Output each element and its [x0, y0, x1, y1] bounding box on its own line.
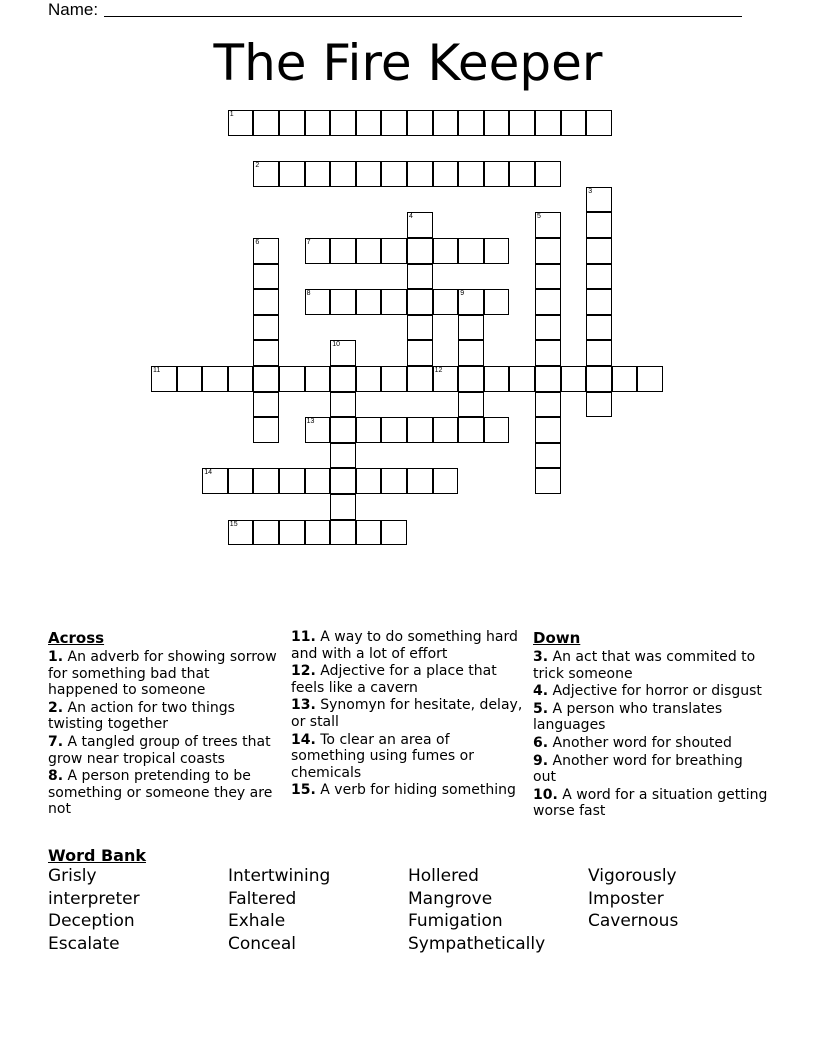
grid-cell[interactable] — [535, 443, 561, 469]
grid-cell[interactable] — [484, 161, 510, 187]
across-clue — [291, 782, 526, 799]
clue-number: 9 — [460, 290, 465, 298]
grid-cell[interactable] — [253, 468, 279, 494]
grid-cell[interactable] — [305, 417, 331, 443]
grid-cell[interactable] — [177, 366, 203, 392]
clue-number: 3. — [533, 649, 549, 665]
clue-number: 7 — [306, 239, 311, 246]
clue-number: 14 — [204, 469, 212, 477]
grid-cell[interactable] — [381, 289, 407, 315]
grid-cell[interactable] — [407, 212, 433, 238]
grid-cell[interactable] — [586, 110, 612, 136]
grid-cell[interactable] — [305, 161, 331, 187]
grid-cell[interactable] — [330, 238, 356, 264]
grid-cell[interactable] — [381, 468, 407, 494]
clue-text: A word for a situation getting worse fast — [533, 786, 768, 820]
grid-cell[interactable] — [484, 417, 510, 443]
clue-number: 6. — [533, 734, 549, 751]
grid-cell[interactable] — [586, 264, 612, 290]
grid-cell[interactable] — [535, 392, 561, 418]
grid-cell[interactable] — [561, 110, 587, 136]
grid-cell[interactable] — [330, 417, 356, 443]
grid-cell[interactable] — [253, 264, 279, 290]
grid-cell[interactable] — [458, 161, 484, 187]
grid-cell[interactable] — [356, 238, 382, 264]
grid-cell[interactable] — [458, 366, 484, 392]
grid-cell[interactable] — [407, 110, 433, 136]
clue-text: Adjective for a place that feels like a cavern — [291, 663, 497, 696]
grid-cell[interactable] — [356, 289, 382, 315]
down-clue — [533, 701, 768, 734]
across-clues-col1 — [48, 629, 283, 819]
word-bank-item: Exhale — [228, 911, 286, 932]
clue-text: To clear an area of something using fumes or chemicals — [291, 731, 474, 781]
word-bank-item: Faltered — [228, 888, 297, 909]
down-clues — [533, 629, 768, 821]
clue-text: An adverb for showing sorrow for something bad that happened to someone — [48, 649, 277, 699]
grid-cell[interactable] — [253, 417, 279, 443]
grid-cell[interactable] — [330, 289, 356, 315]
clue-number: 13. — [291, 697, 316, 714]
down-clue — [533, 787, 768, 820]
across-clues-col2 — [291, 629, 526, 800]
grid-cell[interactable] — [586, 392, 612, 418]
across-clue — [48, 649, 283, 699]
down-clue — [533, 683, 768, 700]
grid-cell[interactable] — [586, 366, 612, 392]
grid-cell[interactable] — [202, 468, 228, 494]
clue-text: An action for two things twisting together — [48, 699, 235, 733]
grid-cell[interactable] — [279, 468, 305, 494]
grid-cell[interactable] — [586, 187, 612, 213]
grid-cell[interactable] — [535, 264, 561, 290]
grid-cell[interactable] — [253, 110, 279, 136]
grid-cell[interactable] — [484, 110, 510, 136]
grid-cell[interactable] — [356, 468, 382, 494]
grid-cell[interactable] — [484, 238, 510, 264]
across-clue — [48, 700, 283, 733]
grid-cell[interactable] — [228, 468, 254, 494]
grid-cell[interactable] — [535, 238, 561, 264]
grid-cell[interactable] — [458, 238, 484, 264]
word-bank-item: Hollered — [408, 866, 479, 886]
word-bank-item: Vigorously — [588, 866, 677, 886]
grid-cell[interactable] — [458, 392, 484, 418]
grid-cell[interactable] — [330, 468, 356, 494]
clue-number: 15. — [291, 782, 316, 799]
grid-cell[interactable] — [433, 417, 459, 443]
clue-number: 12. — [291, 663, 316, 680]
clue-text: A way to do something hard and with a lot of effort — [291, 629, 518, 662]
clue-text: An act that was commited to trick someone — [533, 649, 756, 682]
grid-cell[interactable] — [305, 289, 331, 315]
clue-number: 1. — [48, 649, 64, 665]
grid-cell[interactable] — [330, 520, 356, 546]
word-bank-item: Sympathetically — [408, 933, 546, 954]
down-heading: Down — [533, 629, 581, 647]
grid-cell[interactable] — [381, 366, 407, 392]
grid-cell[interactable] — [356, 520, 382, 546]
clue-text: A person pretending to be something or someone they are not — [48, 768, 273, 818]
grid-cell[interactable] — [407, 468, 433, 494]
word-bank-heading: Word Bank — [48, 846, 147, 865]
across-clue — [48, 734, 283, 767]
grid-cell[interactable] — [561, 366, 587, 392]
grid-cell[interactable] — [407, 417, 433, 443]
grid-cell[interactable] — [535, 417, 561, 443]
grid-cell[interactable] — [228, 110, 254, 136]
clue-text: A person who translates languages — [533, 700, 723, 734]
name-label: Name: — [48, 0, 99, 19]
clue-text: A tangled group of trees that grow near tropical coasts — [48, 733, 271, 767]
grid-cell[interactable] — [279, 161, 305, 187]
grid-cell[interactable] — [535, 366, 561, 392]
clue-text: Adjective for horror or disgust — [548, 683, 762, 700]
clue-number: 10. — [533, 786, 558, 803]
grid-cell[interactable] — [535, 340, 561, 366]
clue-number: 3 — [588, 187, 593, 195]
clue-text: Another word for shouted — [548, 734, 732, 751]
grid-cell[interactable] — [509, 366, 535, 392]
grid-cell[interactable] — [612, 366, 638, 392]
grid-cell[interactable] — [279, 110, 305, 136]
grid-cell[interactable] — [253, 392, 279, 418]
grid-cell[interactable] — [433, 110, 459, 136]
grid-cell[interactable] — [458, 289, 484, 315]
grid-cell[interactable] — [509, 110, 535, 136]
grid-cell[interactable] — [305, 366, 331, 392]
clue-number: 4 — [409, 213, 413, 221]
clue-text: Synomyn for hesitate, delay, or stall — [291, 697, 523, 730]
clue-number: 12 — [434, 367, 443, 374]
grid-cell[interactable] — [381, 238, 407, 264]
grid-cell[interactable] — [253, 366, 279, 392]
grid-cell[interactable] — [253, 315, 279, 341]
grid-cell[interactable] — [279, 366, 305, 392]
grid-cell[interactable] — [407, 366, 433, 392]
grid-cell[interactable] — [458, 110, 484, 136]
clue-number: 11. — [291, 629, 316, 645]
grid-cell[interactable] — [586, 315, 612, 341]
down-clue — [533, 649, 768, 682]
grid-cell[interactable] — [637, 366, 663, 392]
clue-number: 9. — [533, 752, 549, 769]
clue-number: 13 — [306, 418, 315, 426]
grid-cell[interactable] — [381, 417, 407, 443]
grid-cell[interactable] — [253, 161, 279, 187]
word-bank-item: Escalate — [48, 933, 120, 954]
grid-cell[interactable] — [330, 340, 356, 366]
grid-cell[interactable] — [433, 366, 459, 392]
grid-cell[interactable] — [535, 212, 561, 238]
grid-cell[interactable] — [458, 417, 484, 443]
grid-cell[interactable] — [433, 238, 459, 264]
grid-cell[interactable] — [458, 315, 484, 341]
grid-cell[interactable] — [330, 366, 356, 392]
word-bank-item: Imposter — [588, 888, 664, 909]
grid-cell[interactable] — [279, 520, 305, 546]
word-bank-item: Deception — [48, 911, 135, 932]
grid-cell[interactable] — [484, 289, 510, 315]
grid-cell[interactable] — [381, 110, 407, 136]
page-title: The Fire Keeper — [213, 34, 603, 92]
grid-cell[interactable] — [253, 340, 279, 366]
clue-number: 5. — [533, 700, 549, 717]
grid-cell[interactable] — [381, 520, 407, 546]
clue-number: 8 — [306, 290, 311, 298]
grid-cell[interactable] — [228, 366, 254, 392]
word-bank-item: Fumigation — [408, 911, 503, 932]
clue-number: 1 — [229, 111, 234, 118]
grid-cell[interactable] — [407, 238, 433, 264]
across-heading: Across — [48, 629, 105, 647]
grid-cell[interactable] — [202, 366, 228, 392]
across-clue — [291, 663, 526, 696]
grid-cell[interactable] — [356, 161, 382, 187]
word-bank-item: Intertwining — [228, 866, 331, 886]
grid-cell[interactable] — [586, 289, 612, 315]
clue-number: 10 — [332, 341, 340, 349]
grid-cell[interactable] — [535, 110, 561, 136]
across-clue — [48, 768, 283, 818]
grid-cell[interactable] — [330, 494, 356, 520]
down-clue — [533, 735, 768, 752]
grid-cell[interactable] — [151, 366, 177, 392]
grid-cell[interactable] — [330, 443, 356, 469]
grid-cell[interactable] — [407, 161, 433, 187]
clue-number: 15 — [229, 520, 238, 528]
down-clue — [533, 753, 768, 786]
clue-number: 6 — [255, 239, 260, 246]
grid-cell[interactable] — [407, 289, 433, 315]
grid-cell[interactable] — [433, 289, 459, 315]
grid-cell[interactable] — [509, 161, 535, 187]
grid-cell[interactable] — [253, 238, 279, 264]
grid-cell[interactable] — [381, 161, 407, 187]
grid-cell[interactable] — [330, 392, 356, 418]
grid-cell[interactable] — [407, 315, 433, 341]
grid-cell[interactable] — [535, 289, 561, 315]
clue-text: A verb for hiding something — [315, 782, 516, 799]
grid-cell[interactable] — [305, 468, 331, 494]
grid-cell[interactable] — [305, 238, 331, 264]
grid-cell[interactable] — [407, 264, 433, 290]
grid-cell[interactable] — [253, 520, 279, 546]
clue-number: 5 — [537, 213, 541, 221]
grid-cell[interactable] — [330, 161, 356, 187]
grid-cell[interactable] — [535, 161, 561, 187]
grid-cell[interactable] — [253, 289, 279, 315]
grid-cell[interactable] — [433, 468, 459, 494]
grid-cell[interactable] — [433, 161, 459, 187]
word-bank-item: Mangrove — [408, 888, 493, 909]
grid-cell[interactable] — [535, 315, 561, 341]
across-clue — [291, 732, 526, 782]
grid-cell[interactable] — [407, 340, 433, 366]
grid-cell[interactable] — [330, 110, 356, 136]
clue-number: 2 — [255, 162, 260, 170]
grid-cell[interactable] — [586, 340, 612, 366]
clue-number: 11 — [153, 367, 161, 374]
grid-cell[interactable] — [586, 212, 612, 238]
grid-cell[interactable] — [458, 340, 484, 366]
clue-number: 2. — [48, 699, 64, 716]
grid-cell[interactable] — [484, 366, 510, 392]
grid-cell[interactable] — [228, 520, 254, 546]
word-bank-item: Conceal — [228, 933, 296, 954]
word-bank-item: Grisly — [48, 866, 97, 886]
clue-number: 14. — [291, 731, 316, 748]
grid-cell[interactable] — [356, 110, 382, 136]
word-bank-item: Cavernous — [588, 911, 679, 932]
grid-cell[interactable] — [356, 366, 382, 392]
grid-cell[interactable] — [586, 238, 612, 264]
word-bank-item: interpreter — [48, 888, 140, 909]
across-clue — [291, 697, 526, 730]
across-clue — [291, 629, 526, 662]
clue-number: 7. — [48, 733, 64, 750]
grid-cell[interactable] — [356, 417, 382, 443]
clue-text: Another word for breathing out — [533, 752, 743, 786]
clue-number: 4. — [533, 683, 549, 700]
grid-cell[interactable] — [535, 468, 561, 494]
grid-cell[interactable] — [305, 110, 331, 136]
clue-number: 8. — [48, 768, 64, 785]
grid-cell[interactable] — [305, 520, 331, 546]
